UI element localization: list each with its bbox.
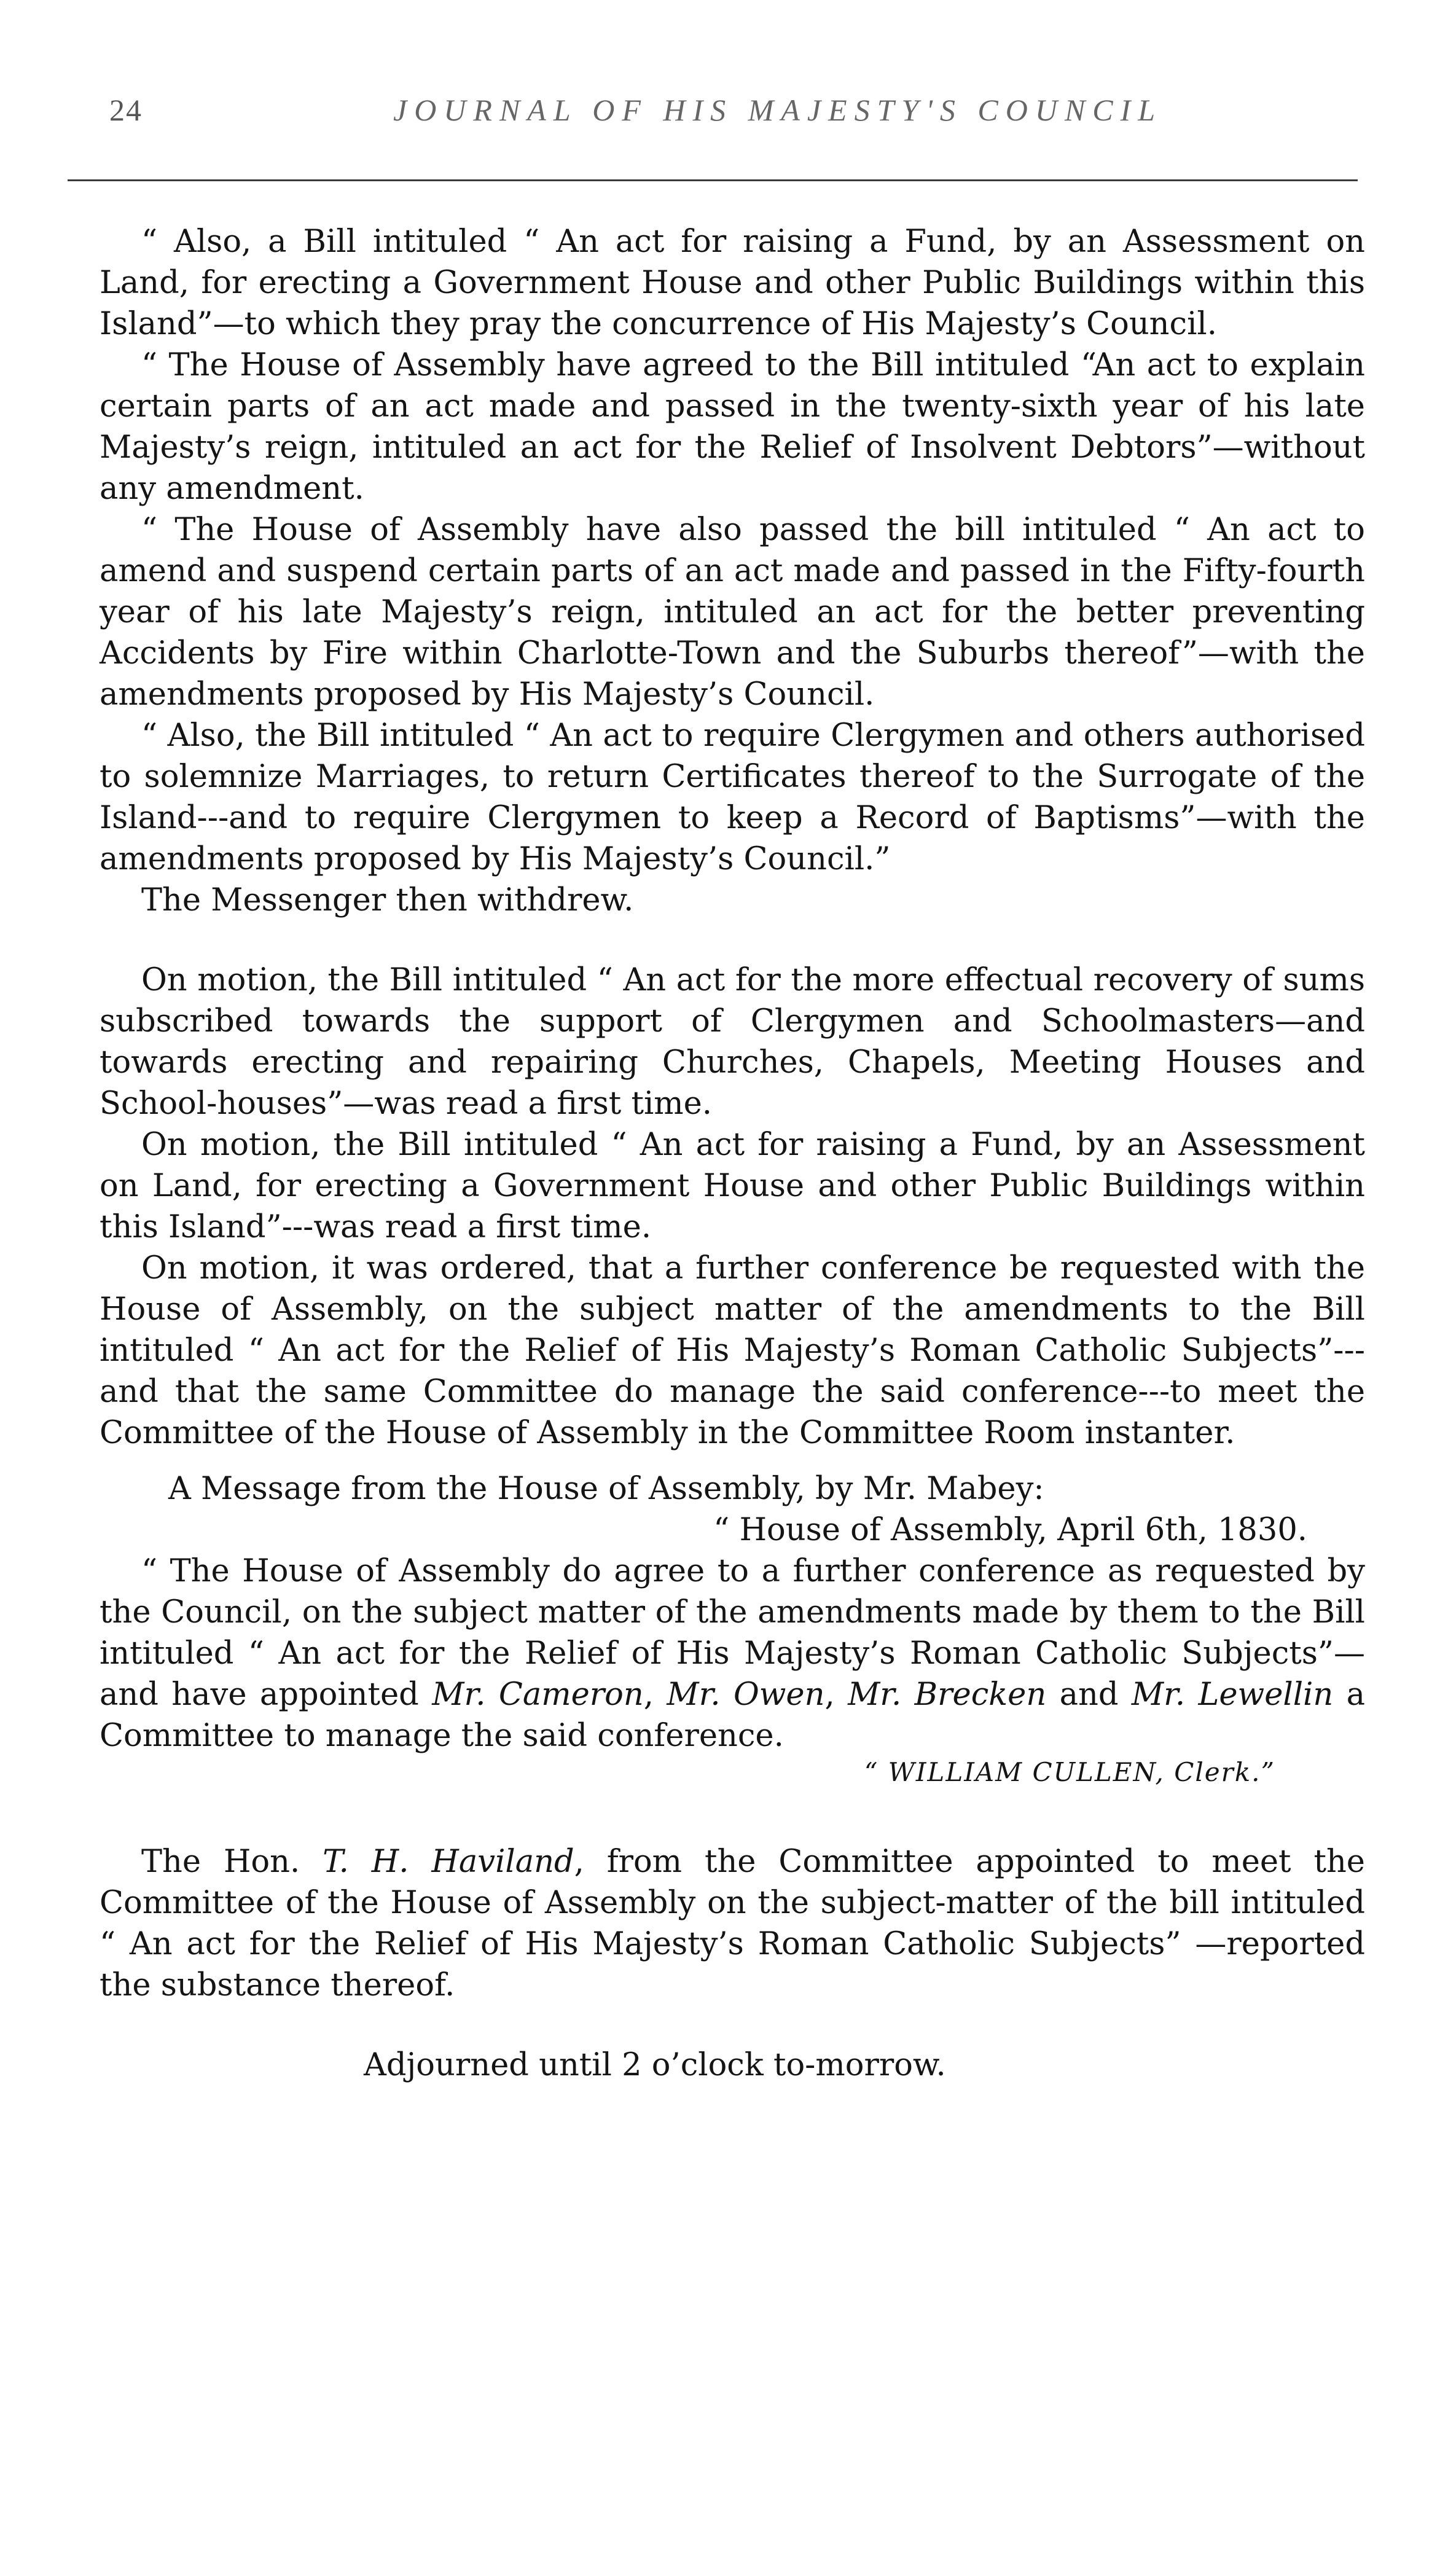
member-cameron: Mr. Cameron: [432, 1677, 644, 1713]
paragraph-motion-conference: On motion, it was ordered, that a further conference be requested with the House of Assembly, on the subject matter of the amendments to the Bill intituled “ An act for the Relief of His Majesty’s Roman Catholic Subjects”---and that the same Committee do manage the said conference---to meet the Committee of the House of Assembly in the Committee Room instanter.: [100, 1250, 1365, 1451]
paragraph-messenger-withdrew: The Messenger then withdrew.: [141, 882, 634, 918]
member-lewellin: Mr. Lewellin: [1131, 1677, 1334, 1713]
report-start: The Hon.: [141, 1844, 323, 1880]
message-body-end: a Committee to manage the said conference.: [100, 1677, 1365, 1754]
page-body: [100, 221, 1365, 2086]
header-rule: [68, 179, 1358, 181]
page-header: [92, 92, 1382, 141]
message-body-start: “ The House of Assembly do agree to a further conference as requested by the Council, on the subject matter of the amendments made by them to the Bill intituled “ An act for the Relief of His Majesty’s Roman Catholic Subjects”—and have appointed: [100, 1553, 1365, 1713]
running-title: JOURNAL OF HIS MAJESTY'S COUNCIL: [393, 93, 1163, 127]
adjournment-line: Adjourned until 2 o’clock to-morrow.: [364, 2047, 946, 2083]
clerk-signature: “ WILLIAM CULLEN, Clerk.”: [864, 1757, 1275, 1787]
paragraph-motion-fund: On motion, the Bill intituled “ An act for raising a Fund, by an Assessment on Land, for erecting a Government House and other Public Buildings within this Island”---was read a first time.: [100, 1127, 1365, 1245]
member-owen: Mr. Owen: [667, 1677, 825, 1713]
paragraph-bill-fund-assessment: “ Also, a Bill intituled “ An act for raising a Fund, by an Assessment on Land, for erecting a Government House and other Public Buildings within this Island”—to which they pray the concurrence of His Majesty’s Council.: [100, 224, 1365, 342]
paragraph-motion-clergymen: On motion, the Bill intituled “ An act for the more effectual recovery of sums subscribed towards the support of Clergymen and Schoolmasters—and towards erecting and repairing Churches, Chapels, Meeting Houses and School-houses”—was read a first time.: [100, 962, 1365, 1122]
message-dateline: “ House of Assembly, April 6th, 1830.: [713, 1512, 1307, 1548]
paragraph-haviland-report: [100, 1841, 1365, 2006]
message-intro: A Message from the House of Assembly, by Mr. Mabey:: [168, 1471, 1044, 1507]
paragraph-fire-prevention: “ The House of Assembly have also passed the bill intituled “ An act to amend and suspend certain parts of an act made and passed in the Fifty-fourth year of his late Majesty’s reign, intituled an act for the better preventing Accidents by Fire within Charlotte-Town and the Suburbs thereof”—with the amendments proposed by His Majesty’s Council.: [100, 512, 1365, 713]
page-number: 24: [109, 93, 143, 127]
message-body: “ The House of Assembly do agree to a further conference as requested by the Council, on the subject matter of the amendments made by them to the Bill intituled “ An act for the Relief of His Majesty’s Roman Catholic Subjects”—and have appointed Mr. Cameron, Mr. Owen, Mr. Brecken and Mr. Lewellin a Committee to manage the said conference.: [100, 1553, 1365, 1754]
paragraph-insolvent-debtors: “ The House of Assembly have agreed to the Bill intituled “An act to explain certain parts of an act made and passed in the twenty-sixth year of his late Majesty’s reign, intituled an act for the Relief of Insolvent Debtors”—without any amendment.: [100, 347, 1365, 507]
member-brecken: Mr. Brecken: [848, 1677, 1047, 1713]
report-name: T. H. Haviland: [323, 1844, 574, 1880]
paragraph-marriages: “ Also, the Bill intituled “ An act to require Clergymen and others authorised to solemnize Marriages, to return Certificates thereof to the Surrogate of the Island---and to require Clergymen to keep a Record of Baptisms”—with the amendments proposed by His Majesty’s Council.”: [100, 718, 1365, 877]
report-end: , from the Committee appointed to meet the Committee of the House of Assembly on the subject-matter of the bill intituled “ An act for the Relief of His Majesty’s Roman Catholic Subjects” —reported the substance thereof.: [100, 1844, 1365, 2003]
